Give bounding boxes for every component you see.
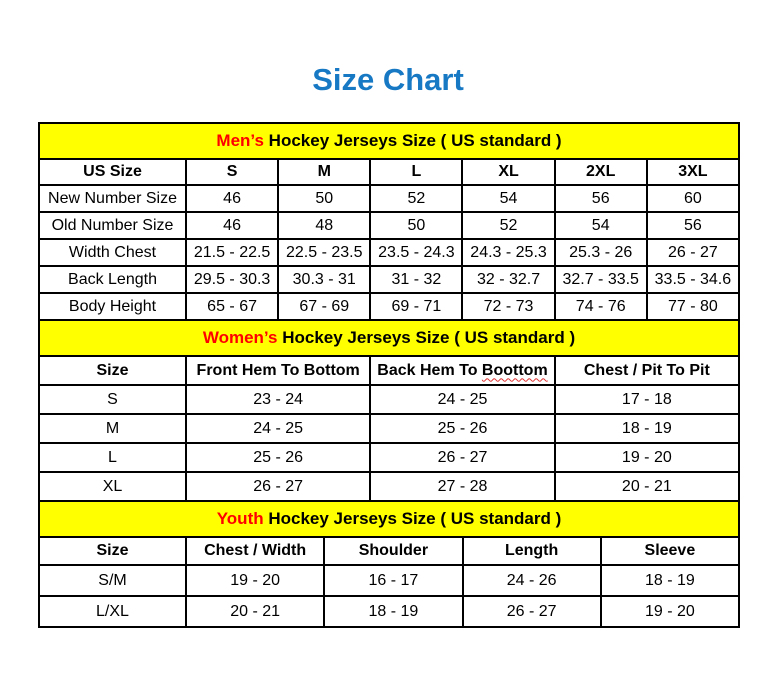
section-band-row <box>39 501 739 537</box>
row-label: Back Length <box>39 266 186 293</box>
column-header-row <box>39 159 739 185</box>
table-cell: 25 - 26 <box>370 414 554 443</box>
table-cell: 26 - 27 <box>186 472 370 501</box>
column-header: Size <box>39 356 186 385</box>
table-cell: 69 - 71 <box>370 293 462 320</box>
table-cell: 22.5 - 23.5 <box>278 239 370 266</box>
section-title-highlight: Youth <box>216 509 264 528</box>
column-header: S <box>186 159 278 185</box>
table-cell: 54 <box>555 212 647 239</box>
youth-size-table <box>38 500 740 628</box>
table-cell: 25.3 - 26 <box>555 239 647 266</box>
table-cell: 72 - 73 <box>462 293 554 320</box>
table-cell: 46 <box>186 185 278 212</box>
row-label: XL <box>39 472 186 501</box>
table-cell: 24 - 25 <box>186 414 370 443</box>
table-cell: 16 - 17 <box>324 565 462 596</box>
section-title-highlight: Men’s <box>216 131 264 150</box>
table-cell: 18 - 19 <box>324 596 462 627</box>
column-header: Shoulder <box>324 537 462 565</box>
section-band-row <box>39 123 739 159</box>
youth-section-title <box>39 501 739 537</box>
table-cell: 17 - 18 <box>555 385 739 414</box>
row-label: L/XL <box>39 596 186 627</box>
column-header: 2XL <box>555 159 647 185</box>
row-label: M <box>39 414 186 443</box>
size-chart-tables <box>38 122 740 628</box>
table-cell: 31 - 32 <box>370 266 462 293</box>
section-title-rest: Hockey Jerseys Size ( US standard ) <box>263 131 562 150</box>
table-cell: 74 - 76 <box>555 293 647 320</box>
table-cell: 19 - 20 <box>555 443 739 472</box>
column-header: M <box>278 159 370 185</box>
column-header: US Size <box>39 159 186 185</box>
table-cell: 54 <box>462 185 554 212</box>
row-label: S <box>39 385 186 414</box>
table-cell: 24.3 - 25.3 <box>462 239 554 266</box>
column-header: Length <box>463 537 601 565</box>
row-label: S/M <box>39 565 186 596</box>
column-header: Sleeve <box>601 537 739 565</box>
table-cell: 18 - 19 <box>555 414 739 443</box>
table-row <box>39 212 739 239</box>
section-title-rest: Hockey Jerseys Size ( US standard ) <box>263 509 562 528</box>
column-header: XL <box>462 159 554 185</box>
table-cell: 56 <box>647 212 739 239</box>
table-cell: 46 <box>186 212 278 239</box>
table-cell: 23.5 - 24.3 <box>370 239 462 266</box>
table-cell: 21.5 - 22.5 <box>186 239 278 266</box>
section-title-rest: Hockey Jerseys Size ( US standard ) <box>277 328 576 347</box>
table-row <box>39 239 739 266</box>
table-row <box>39 472 739 501</box>
row-label: L <box>39 443 186 472</box>
page-title: Size Chart <box>312 62 464 97</box>
table-row <box>39 293 739 320</box>
table-cell: 20 - 21 <box>186 596 324 627</box>
table-cell: 67 - 69 <box>278 293 370 320</box>
mens-size-table <box>38 122 740 321</box>
column-header: Front Hem To Bottom <box>186 356 370 385</box>
column-header <box>370 356 554 385</box>
table-row <box>39 443 739 472</box>
table-cell: 30.3 - 31 <box>278 266 370 293</box>
table-cell: 19 - 20 <box>601 596 739 627</box>
table-cell: 56 <box>555 185 647 212</box>
table-cell: 26 - 27 <box>647 239 739 266</box>
table-cell: 19 - 20 <box>186 565 324 596</box>
column-header: Size <box>39 537 186 565</box>
table-cell: 48 <box>278 212 370 239</box>
header-text: Back Hem To <box>377 361 482 379</box>
section-title-highlight: Women’s <box>202 328 278 347</box>
table-cell: 60 <box>647 185 739 212</box>
table-cell: 33.5 - 34.6 <box>647 266 739 293</box>
row-label: Body Height <box>39 293 186 320</box>
mens-section-title <box>39 123 739 159</box>
table-row <box>39 414 739 443</box>
table-row <box>39 565 739 596</box>
table-cell: 52 <box>370 185 462 212</box>
table-row <box>39 596 739 627</box>
table-cell: 77 - 80 <box>647 293 739 320</box>
table-cell: 26 - 27 <box>463 596 601 627</box>
table-row <box>39 185 739 212</box>
table-cell: 52 <box>462 212 554 239</box>
column-header: Chest / Pit To Pit <box>555 356 739 385</box>
row-label: Old Number Size <box>39 212 186 239</box>
table-cell: 25 - 26 <box>186 443 370 472</box>
table-cell: 26 - 27 <box>370 443 554 472</box>
table-cell: 32.7 - 33.5 <box>555 266 647 293</box>
womens-section-title <box>39 320 739 356</box>
table-cell: 24 - 26 <box>463 565 601 596</box>
table-cell: 27 - 28 <box>370 472 554 501</box>
table-cell: 32 - 32.7 <box>462 266 554 293</box>
column-header-row <box>39 537 739 565</box>
table-cell: 29.5 - 30.3 <box>186 266 278 293</box>
column-header: L <box>370 159 462 185</box>
table-cell: 65 - 67 <box>186 293 278 320</box>
section-band-row <box>39 320 739 356</box>
table-cell: 50 <box>370 212 462 239</box>
row-label: New Number Size <box>39 185 186 212</box>
table-cell: 50 <box>278 185 370 212</box>
table-cell: 24 - 25 <box>370 385 554 414</box>
column-header: 3XL <box>647 159 739 185</box>
table-row <box>39 266 739 293</box>
table-cell: 20 - 21 <box>555 472 739 501</box>
table-cell: 23 - 24 <box>186 385 370 414</box>
misspelled-word: Boottom <box>481 361 548 379</box>
column-header: Chest / Width <box>186 537 324 565</box>
table-row <box>39 385 739 414</box>
row-label: Width Chest <box>39 239 186 266</box>
column-header-row <box>39 356 739 385</box>
womens-size-table <box>38 319 740 502</box>
table-cell: 18 - 19 <box>601 565 739 596</box>
